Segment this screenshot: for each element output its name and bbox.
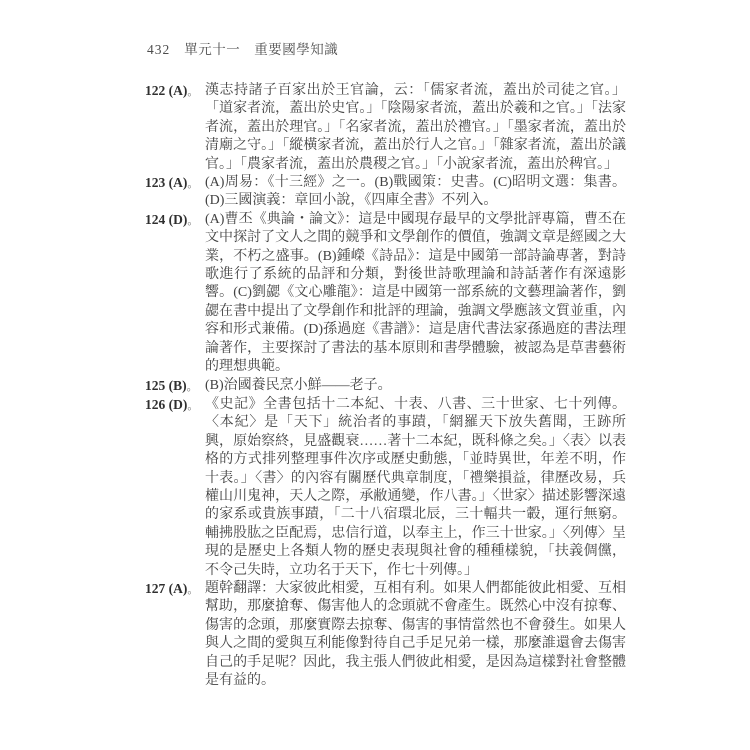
page-number: 432 [147,42,171,57]
answer-separator: 。 [187,583,199,596]
page-header [147,38,338,58]
answer-item-127 [145,580,627,690]
answer-letter: (A) [168,175,188,191]
answer-item-126 [145,396,627,580]
answer-item-label [145,580,205,599]
question-number: 126 [145,396,166,412]
answer-item-label [145,174,205,193]
answer-item-label [145,211,205,230]
answer-item-label [145,396,205,415]
answer-separator: 。 [186,380,198,393]
answer-separator: 。 [187,86,199,98]
question-number: 125 [145,377,166,393]
answer-explanation: (A)曹丕《典論・論文》：這是中國現存最早的文學批評專篇，曹丕在文中探討了文人之間的競爭和文學創作的價值，強調文章是經國之大業，不朽之盛事。(B)鍾嶸《詩品》：這是中國第一部詩論專著，對詩歌進行了系統的品評和分類，對後世詩歌理論和詩話著作有深遠影響。(C)劉勰《文心雕龍》：這是中國第一部系統的文藝理論著作，劉勰在書中提出了文學創作和批評的理論，強調文學應該文質並重，內容和形式兼備。(D)孫過庭《書譜》：這是唐代書法家孫過庭的書法理論著作，主要探討了書法的基本原則和書學體驗，被認為是草書藝術的理想典範。 [205,211,626,375]
answer-letter: (B) [168,377,187,393]
answer-explanation: 題幹翻譯：大家彼此相愛，互相有利。如果人們都能彼此相愛、互相幫助，那麼搶奪、傷害他人的念頭就不會產生。既然心中沒有掠奪、傷害的念頭，那麼實際去掠奪、傷害的事情當然也不會發生。如果人與人之間的愛與互利能像對待自己手足兄弟一樣，那麼誰還會去傷害自己的手足呢？因此，我主張人們彼此相愛，是因為這樣對社會整體是有益的。 [205,580,626,688]
answer-separator: 。 [187,214,199,227]
question-number: 122 [145,83,166,98]
answer-separator: 。 [187,178,199,191]
page-title: 單元十一 重要國學知識 [184,42,339,57]
answer-letter: (A) [168,580,188,596]
answer-letter: (A) [168,83,188,98]
answer-item-123 [145,174,627,211]
answer-explanation: 《史記》全書包括十二本紀、十表、八書、三十世家、七十列傳。〈本紀〉是「天下」統治者的事蹟，「網羅天下放失舊聞，王跡所興，原始察終，見盛觀衰……著十二本紀，既科條之矣。」〈表〉以表格的方式排列整理事件次序或歷史動態，「並時異世，年差不明，作十表。」〈書〉的內容有關歷代典章制度，「禮樂損益，律歷改易，兵權山川鬼神，天人之際，承敝通變，作八書。」〈世家〉描述影響深遠的家系或貴族事蹟，「二十八宿環北辰，三十輻共一轂，運行無窮。輔拂股肱之臣配焉，忠信行道，以奉主上，作三十世家。」〈列傳〉呈現的是歷史上各類人物的歷史表現與社會的種種樣貌，「扶義倜儻，不令己失時，立功名于天下，作七十列傳。」 [205,396,626,578]
answer-item-label [145,377,205,396]
answer-item-label [145,82,205,101]
answer-item-124 [145,211,627,377]
answer-letter: (D) [168,211,188,227]
answer-letter: (D) [168,396,188,412]
question-number: 127 [145,580,166,596]
answer-explanation: (A)周易：《十三經》之一。(B)戰國策：史書。(C)昭明文選：集書。(D)三國演義：章回小說，《四庫全書》不列入。 [205,175,626,209]
question-number: 123 [145,175,166,191]
answer-item-125 [145,377,627,396]
answer-item-122 [145,82,627,174]
answer-separator: 。 [187,399,199,412]
question-number: 124 [145,211,166,227]
answer-list [145,82,627,690]
answer-explanation: 漢志持諸子百家出於王官論，云：「儒家者流，蓋出於司徒之官。」「道家者流，蓋出於史官。」「陰陽家者流，蓋出於羲和之官。」「法家者流，蓋出於理官。」「名家者流，蓋出於禮官。」「墨家者流，蓋出於清廟之守。」「縱橫家者流，蓋出於行人之官。」「雜家者流，蓋出於議官。」「農家者流，蓋出於農稷之官。」「小說家者流，蓋出於稗官。」 [205,83,626,172]
answer-explanation: (B)治國養民烹小鮮——老子。 [205,377,392,393]
